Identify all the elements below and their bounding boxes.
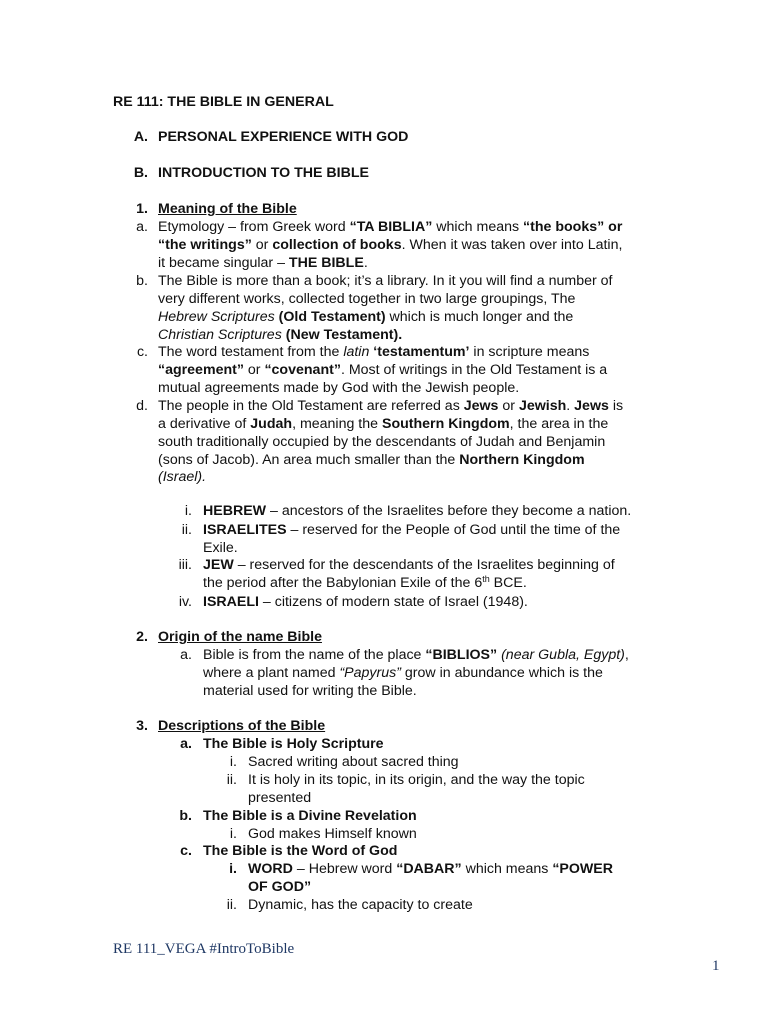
s2-a-line1: Bible is from the name of the place “BIBLIOS” (near Gubla, Egypt),	[203, 647, 629, 663]
s3-b-i-text: God makes Himself known	[248, 826, 417, 842]
term-israelites-cont: Exile.	[203, 540, 238, 556]
s3-b-i-marker: i.	[229, 826, 237, 842]
s3-marker: 3.	[136, 718, 148, 734]
s1-c-marker: c.	[136, 344, 148, 360]
s1-c-line3: mutual agreements made by God with the Jewish people.	[158, 380, 520, 396]
term-jew: JEW – reserved for the descendants of the Israelites beginning of	[203, 557, 615, 573]
s2-a-line3: material used for writing the Bible.	[203, 683, 417, 699]
roman-i-marker: i.	[184, 503, 192, 519]
section-a-heading: PERSONAL EXPERIENCE WITH GOD	[158, 129, 409, 145]
s3-a-ii-marker: ii.	[226, 772, 237, 788]
s1-b-marker: b.	[136, 273, 148, 289]
s3-c-marker: c.	[180, 843, 192, 859]
s1-c-line2: “agreement” or “covenant”. Most of writings in the Old Testament is a	[158, 362, 608, 378]
s1-d-line3: south traditionally occupied by the descendants of Judah and Benjamin	[158, 434, 606, 450]
s3-a-marker: a.	[180, 736, 192, 752]
s3-heading: Descriptions of the Bible	[158, 718, 326, 734]
s1-d-line2: a derivative of Judah, meaning the Southern Kingdom, the area in the	[158, 416, 609, 432]
term-hebrew: HEBREW – ancestors of the Israelites before they become a nation.	[203, 503, 632, 519]
roman-iv-marker: iv.	[178, 594, 192, 610]
s1-c-line1: The word testament from the latin ‘testamentum’ in scripture means	[158, 344, 590, 360]
roman-ii-marker: ii.	[181, 522, 192, 538]
s2-a-line2: where a plant named “Papyrus” grow in abundance which is the	[203, 665, 603, 681]
s3-c-i-marker: i.	[229, 861, 237, 877]
s3-a-i-marker: i.	[229, 754, 237, 770]
s3-a-i-text: Sacred writing about sacred thing	[248, 754, 459, 770]
term-israeli: ISRAELI – citizens of modern state of Israel (1948).	[203, 594, 528, 610]
s2-marker: 2.	[136, 629, 148, 645]
section-b-marker: B.	[133, 165, 148, 181]
section-a-marker: A.	[133, 129, 148, 145]
s1-b-line1: The Bible is more than a book; it’s a library. In it you will find a number of	[158, 273, 613, 289]
s1-a-marker: a.	[136, 219, 148, 235]
s1-d-line5: (Israel).	[158, 469, 207, 485]
roman-iii-marker: iii.	[178, 557, 192, 573]
s3-a-heading: The Bible is Holy Scripture	[203, 736, 384, 752]
s3-c-i-text: WORD – Hebrew word “DABAR” which means “POWER	[248, 861, 614, 877]
s3-c-ii-marker: ii.	[226, 897, 237, 913]
s3-c-ii-text: Dynamic, has the capacity to create	[248, 897, 473, 913]
footer-label: RE 111_VEGA #IntroToBible	[113, 941, 295, 957]
s1-a-line3: it became singular – THE BIBLE.	[158, 255, 368, 271]
s1-heading: Meaning of the Bible	[158, 201, 297, 217]
s3-a-ii-text: It is holy in its topic, in its origin, and the way the topic	[248, 772, 585, 788]
s1-a-line2: “the writings” or collection of books. When it was taken over into Latin,	[158, 237, 623, 253]
s1-b-line4: Christian Scriptures (New Testament).	[158, 327, 403, 343]
s1-d-marker: d.	[136, 398, 148, 414]
s1-b-line2: very different works, collected together in two large groupings, The	[158, 291, 576, 307]
term-jew-cont: the period after the Babylonian Exile of the 6th BCE.	[203, 574, 527, 591]
s3-c-i-cont: OF GOD”	[248, 879, 312, 895]
section-b-heading: INTRODUCTION TO THE BIBLE	[158, 165, 369, 181]
term-israelites: ISRAELITES – reserved for the People of God until the time of the	[203, 522, 621, 538]
s1-b-line3: Hebrew Scriptures (Old Testament) which is much longer and the	[158, 309, 574, 325]
s3-c-heading: The Bible is the Word of God	[203, 843, 398, 859]
s2-heading: Origin of the name Bible	[158, 629, 322, 645]
s2-a-marker: a.	[180, 647, 192, 663]
s3-b-marker: b.	[179, 808, 192, 824]
s1-d-line1: The people in the Old Testament are referred as Jews or Jewish. Jews is	[158, 398, 624, 414]
s1-a-line1: Etymology – from Greek word “TA BIBLIA” which means “the books” or	[158, 219, 623, 235]
page-title: RE 111: THE BIBLE IN GENERAL	[113, 94, 334, 110]
s3-b-heading: The Bible is a Divine Revelation	[203, 808, 417, 824]
page-number: 1	[712, 958, 720, 974]
s3-a-ii-cont: presented	[248, 790, 312, 806]
s1-marker: 1.	[136, 201, 148, 217]
s1-d-line4: (sons of Jacob). An area much smaller than the Northern Kingdom	[158, 452, 585, 468]
